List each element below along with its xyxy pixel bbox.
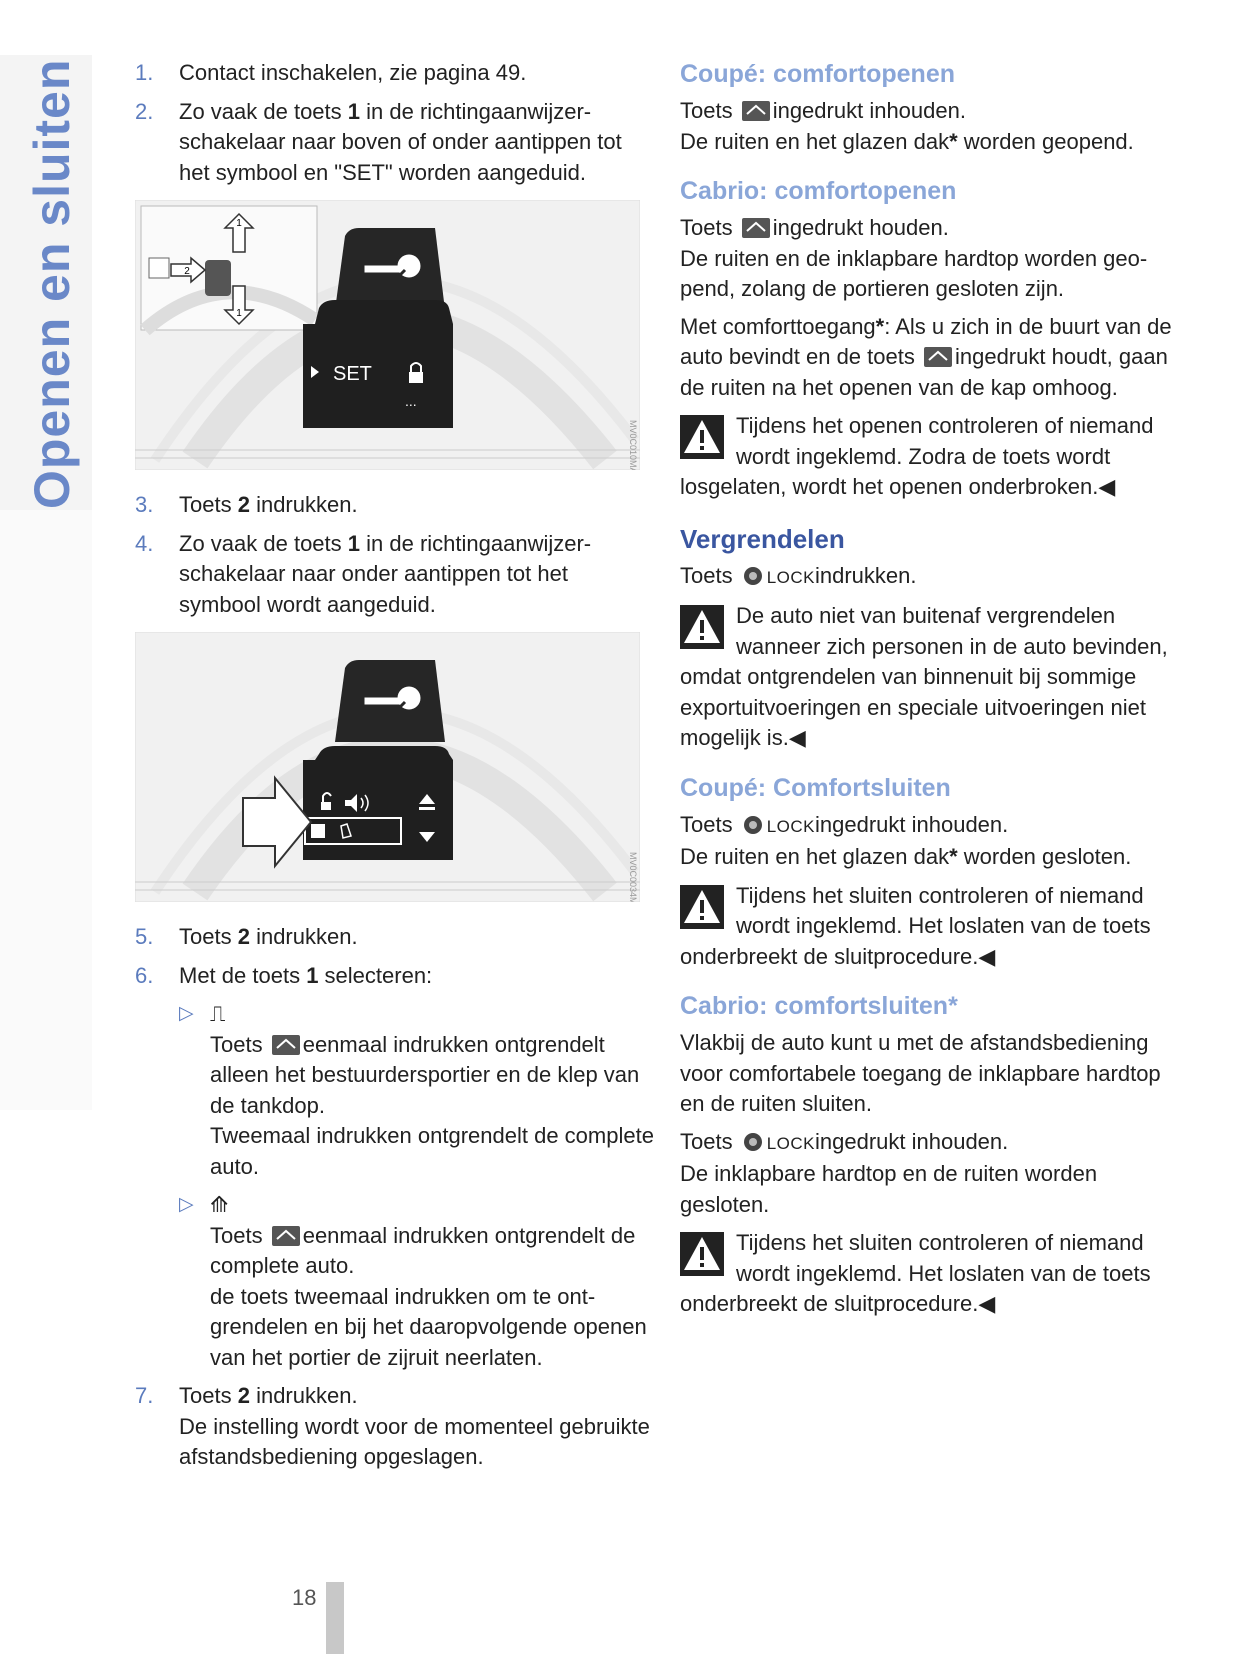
- left-column: [135, 58, 655, 1481]
- instrument-cluster-illustration: [135, 200, 640, 470]
- end-mark-icon: ◀: [978, 943, 996, 969]
- heading-coupe-close: Coupé: Comfortsluiten: [680, 773, 951, 802]
- paragraph: [680, 842, 1190, 873]
- paragraph: [680, 561, 1190, 594]
- right-column: [680, 58, 1190, 1326]
- text: Toets: [680, 811, 739, 837]
- key-number: 1: [347, 98, 361, 124]
- label-2: 2: [184, 266, 190, 277]
- unlock-button-icon: [271, 1225, 301, 1247]
- option-star: *: [875, 313, 885, 339]
- end-mark-icon: ◀: [788, 725, 806, 750]
- step-text: Zo vaak de toets: [179, 530, 348, 556]
- paragraph: [680, 1127, 1190, 1160]
- step-text: De instelling wordt voor de momenteel gebruikte afstandsbediening opgeslagen.: [179, 1413, 650, 1469]
- lock-label: LOCK: [766, 567, 815, 587]
- warning-icon: [680, 1232, 724, 1276]
- step-number: 5.: [135, 924, 154, 949]
- page-marker-bar: [326, 1582, 344, 1654]
- warning-box: [680, 411, 1190, 503]
- option-symbol: ⎍: [210, 1001, 226, 1026]
- step-text: indrukken.: [249, 492, 358, 517]
- text: ingedrukt inhouden.: [815, 811, 1009, 837]
- paragraph: [680, 810, 1190, 843]
- unlock-button-icon: [923, 346, 953, 368]
- unlock-button-icon: [741, 217, 771, 239]
- step-2: [135, 97, 655, 189]
- label-1: 1: [236, 308, 242, 319]
- key-number: 1: [347, 530, 361, 556]
- key-number: 2: [237, 492, 250, 517]
- text: : Als u zich in de buurt van de auto bevindt en de toets: [680, 313, 1172, 369]
- step-text: Toets: [179, 492, 238, 517]
- set-label: SET: [333, 363, 372, 385]
- bullet-triangle-icon: ▷: [179, 1003, 194, 1024]
- warning-box: [680, 1228, 1190, 1320]
- set-display-panel: [303, 300, 453, 428]
- heading-cabrio-close: Cabrio: comfortsluiten*: [680, 992, 958, 1020]
- section-title: Openen en sluiten: [24, 58, 80, 509]
- figure-code: MV0C0034MA: [628, 852, 638, 902]
- warning-box: [680, 881, 1190, 973]
- figure-code: MV0C010MA: [628, 420, 638, 470]
- label-1: 1: [236, 218, 242, 229]
- paragraph: [680, 213, 1190, 244]
- step-number: 2.: [135, 98, 154, 124]
- text: worden geopend.: [957, 128, 1134, 154]
- text: Met comforttoegang: [680, 313, 876, 339]
- step-number: 3.: [135, 492, 154, 517]
- text: Toets: [680, 98, 739, 123]
- warning-text: Tijdens het sluiten controleren of niemand wordt ingeklemd. Het loslaten van de toets onderbreekt de sluitprocedure.: [680, 882, 1151, 969]
- step-number: 6.: [135, 962, 154, 988]
- step-text: Toets: [179, 924, 238, 949]
- step-number: 1.: [135, 60, 154, 85]
- figure-set-display: [135, 200, 640, 470]
- text: indrukken.: [815, 562, 917, 588]
- option-text: eenmaal indrukken ontgrendelt de complete auto.: [210, 1222, 636, 1278]
- step-text: Contact inschakelen, zie pagina 49.: [179, 60, 527, 85]
- paragraph: De ruiten en de inklapbare hardtop worden geopend, zolang de portieren gesloten zijn.: [680, 245, 1148, 301]
- warning-text: De auto niet van buitenaf vergrendelen wanneer zich personen in de auto bevinden, omdat ontgrendelen van binnenuit bij sommige exportuitvoeringen en speciale uitvoeringen niet mogelijk is.: [680, 603, 1168, 750]
- option-driver-door: [135, 999, 655, 1182]
- lock-button-icon: [743, 566, 763, 586]
- step-text: in de richtingaanwijzerschakelaar naar onder aantippen tot het symbool wordt aangeduid.: [179, 530, 592, 617]
- option-text: de toets tweemaal indrukken om te ontgrendelen en bij het daaropvolgende openen van het portier de zijruit neerlaten.: [210, 1283, 647, 1370]
- step-text: Zo vaak de toets: [179, 98, 348, 124]
- option-text: eenmaal indrukken ontgrendelt alleen het bestuurdersportier en de klep van de tankdop.: [210, 1031, 640, 1118]
- option-star: *: [949, 128, 958, 154]
- step-text: indrukken.: [249, 1383, 358, 1408]
- door-symbol-icon: [311, 824, 325, 838]
- warning-text: Tijdens het openen controleren of niemand wordt ingeklemd. Zodra de toets wordt losgelaten, wordt het openen onderbroken.: [680, 413, 1154, 499]
- text: ingedrukt inhouden.: [772, 98, 966, 123]
- paragraph: Vlakbij de auto kunt u met de afstandsbediening voor comfortabele toegang de inklapbare hardtop en de ruiten sluiten.: [680, 1030, 1161, 1116]
- unlock-button-icon: [271, 1034, 301, 1056]
- option-complete-car: [135, 1190, 655, 1373]
- paragraph: [680, 312, 1190, 404]
- step-1: [135, 58, 655, 89]
- dots-indicator: ...: [405, 393, 417, 409]
- step-3: [135, 490, 655, 521]
- warning-icon: [680, 415, 724, 459]
- warning-icon: [680, 885, 724, 929]
- heading-coupe-open: Coupé: comfortopenen: [680, 60, 955, 88]
- end-mark-icon: ◀: [1098, 474, 1116, 499]
- bullet-triangle-icon: ▷: [179, 1194, 194, 1215]
- step-7: [135, 1381, 655, 1473]
- paragraph: De inklapbare hardtop en de ruiten worden gesloten.: [680, 1161, 1098, 1217]
- text: De ruiten en het glazen dak: [680, 128, 950, 154]
- text: De ruiten en het glazen dak: [680, 844, 950, 869]
- paragraph: [680, 127, 1190, 158]
- unlock-button-icon: [741, 100, 771, 122]
- text: Toets: [680, 215, 739, 240]
- text: ingedrukt inhouden.: [815, 1128, 1009, 1154]
- option-text: Toets: [210, 1031, 269, 1057]
- option-symbol: ⟰: [210, 1192, 229, 1217]
- lock-label: LOCK: [766, 816, 815, 836]
- step-number: 4.: [135, 530, 154, 556]
- heading-cabrio-open: Cabrio: comfortopenen: [680, 177, 957, 205]
- figure-symbol-display: [135, 632, 640, 902]
- lock-label: LOCK: [766, 1133, 815, 1153]
- heading-lock: Vergrendelen: [680, 523, 845, 554]
- instrument-cluster-illustration: [135, 632, 640, 902]
- step-text: indrukken.: [249, 924, 358, 949]
- text: Toets: [680, 1128, 739, 1154]
- step-text: in de richtingaanwijzerschakelaar naar boven of onder aantippen tot het symbool en "SET" worden aangeduid.: [179, 98, 622, 185]
- key-number: 2: [237, 924, 250, 949]
- sidebar-strip: [0, 510, 92, 1110]
- option-text: Tweemaal indrukken ontgrendelt de complete auto.: [210, 1123, 654, 1179]
- key-number: 2: [237, 1383, 250, 1408]
- text: worden gesloten.: [957, 844, 1132, 869]
- lock-button-icon: [743, 815, 763, 835]
- step-text: Met de toets: [179, 962, 307, 988]
- text: ingedrukt houden.: [772, 215, 949, 240]
- lock-button-icon: [743, 1132, 763, 1152]
- step-6: [135, 961, 655, 992]
- page-number: 18: [292, 1585, 317, 1610]
- step-number: 7.: [135, 1383, 154, 1408]
- end-mark-icon: ◀: [978, 1291, 996, 1316]
- text: ingedrukt houdt, gaan de ruiten na het openen van de kap omhoog.: [680, 344, 1168, 400]
- step-text: Toets: [179, 1383, 238, 1408]
- warning-icon: [680, 605, 724, 649]
- warning-box: [680, 601, 1190, 754]
- key-number: 1: [306, 962, 319, 988]
- step-5: [135, 922, 655, 953]
- step-text: selecteren:: [318, 962, 433, 988]
- option-star: *: [949, 844, 958, 869]
- option-text: Toets: [210, 1222, 269, 1248]
- text: Toets: [680, 562, 739, 588]
- step-4: [135, 529, 655, 621]
- warning-text: Tijdens het sluiten controleren of niemand wordt ingeklemd. Het loslaten van de toets onderbreekt de sluitprocedure.: [680, 1230, 1151, 1316]
- paragraph: [680, 96, 1190, 127]
